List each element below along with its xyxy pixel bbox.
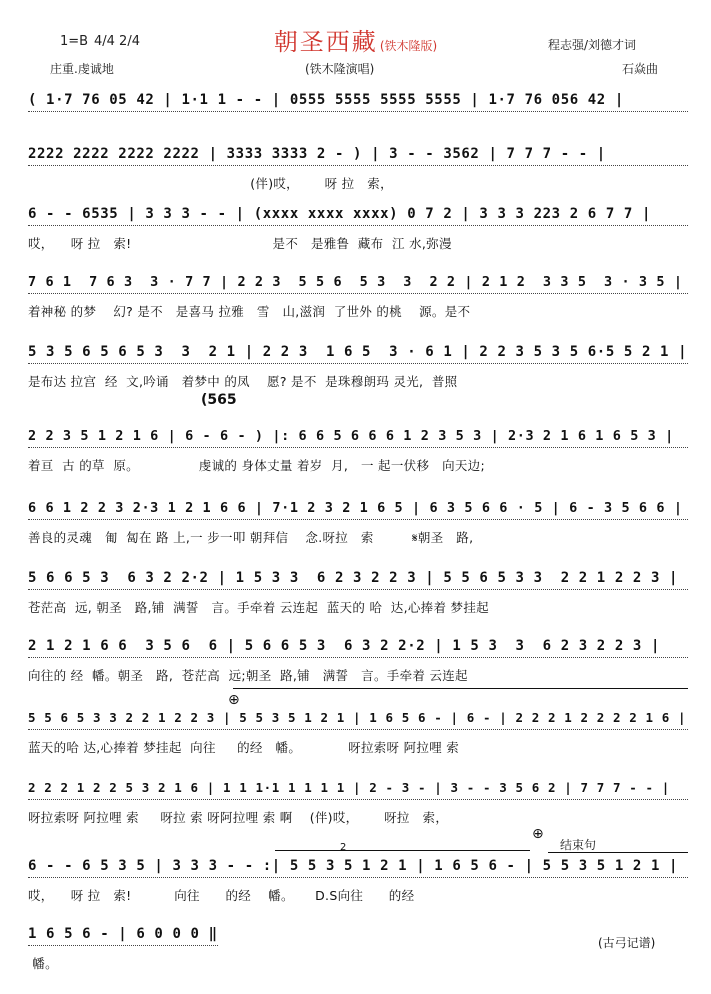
lyrics-row: 善良的灵魂 匍 匐在 路 上,一 步一叩 朝拜信 念.呀拉 索 𝄋朝圣 路, [28, 530, 474, 545]
lyrics-row: (伴)哎， 呀 拉 索， [28, 176, 393, 191]
coda-bracket [233, 688, 688, 689]
composer: 石焱曲 [622, 62, 659, 76]
beam-underline [28, 799, 688, 800]
notation-row: 1 6 5 6 - | 6 0 0 0 ‖ [28, 926, 218, 942]
notation-row: 5 3 5 6 5 6 5 3 3 2 1 | 2 2 3 1 6 5 3 · 6 1 | 2 2 3 5 3 5 6·5 5 2 1 | [28, 344, 688, 360]
repeat-number: 2 [340, 842, 347, 853]
notation-row: 6 - - 6 5 3 5 | 3 3 3 - - :| 5 5 3 5 1 2 1 | 1 6 5 6 - | 5 5 3 5 1 2 1 | [28, 858, 679, 874]
lyrics-row: 着神秘 的梦 幻? 是不 是喜马 拉雅 雪 山,滋润 了世外 的桃 源。是不 [28, 304, 471, 319]
ending-label: 结束句 [560, 838, 597, 852]
lyrics-row: 向往的 经 幡。朝圣 路, 苍茫高 远;朝圣 路,铺 满誓 言。手牵着 云连起 [28, 668, 468, 683]
beam-underline [28, 165, 688, 166]
notation-row: 6 - - 6535 | 3 3 3 - - | (xxxx xxxx xxxx) 0 7 2 | 3 3 3 223 2 6 7 7 | [28, 206, 651, 222]
lyricist: 程志强/刘德才词 [548, 38, 637, 52]
volta-bracket [275, 850, 530, 851]
bracket-565-marker: (565 [201, 392, 237, 408]
ending-bracket [548, 852, 688, 853]
notation-row: 5 5 6 5 3 3 2 2 1 2 2 3 | 5 5 3 5 1 2 1 | 1 6 5 6 - | 6 - | 2 2 2 1 2 2 2 2 1 6 | [28, 710, 687, 725]
notation-row: 2222 2222 2222 2222 | 3333 3333 2 - ) | 3 - - 3562 | 7 7 7 - - | [28, 146, 606, 162]
beam-underline [28, 945, 218, 946]
notation-row: 5 6 6 5 3 6 3 2 2·2 | 1 5 3 3 6 2 3 2 2 3 | 5 5 6 5 3 3 2 2 1 2 2 3 | [28, 570, 679, 586]
song-version: (铁木隆版) [379, 39, 438, 53]
coda-icon-end: ⊕ [532, 826, 544, 842]
beam-underline [28, 729, 688, 730]
notation-row: 6 6 1 2 2 3 2·3 1 2 1 6 6 | 7·1 2 3 2 1 6 5 | 6 3 5 6 6 · 5 | 6 - 3 5 6 6 | [28, 500, 683, 516]
lyrics-row: 幡。 [28, 956, 58, 971]
notation-row: 2 1 2 1 6 6 3 5 6 6 | 5 6 6 5 3 6 3 2 2·2 | 1 5 3 3 6 2 3 2 2 3 | [28, 638, 661, 654]
beam-underline [28, 877, 688, 878]
key-signature: 1=B [60, 34, 89, 49]
lyrics-row: 呀拉索呀 阿拉哩 索 呀拉 索 呀阿拉哩 索 啊 (伴)哎， 呀拉 索， [28, 810, 449, 825]
coda-icon: ⊕ [228, 692, 240, 708]
lyrics-row: 着亘 古 的草 原。 虔诚的 身体丈量 着岁 月, 一 起一伏移 向天边; [28, 458, 485, 473]
notation-row: ( 1·7 76 05 42 | 1·1 1 - - | 0555 5555 5555 5555 | 1·7 76 056 42 | [28, 92, 624, 108]
lyrics-row: 蓝天的哈 达,心捧着 梦挂起 向往 的经 幡。 呀拉索呀 阿拉哩 索 [28, 740, 460, 755]
beam-underline [28, 519, 688, 520]
transcriber-credit: (古弓记谱) [598, 936, 656, 950]
lyrics-row: 哎， 呀 拉 索! 是不 是雅鲁 藏布 江 水,弥漫 [28, 236, 452, 251]
beam-underline [28, 589, 688, 590]
beam-underline [28, 111, 688, 112]
notation-row: 7 6 1 7 6 3 3 · 7 7 | 2 2 3 5 5 6 5 3 3 2 2 | 2 1 2 3 3 5 3 · 3 5 | [28, 274, 683, 290]
beam-underline [28, 657, 688, 658]
lyrics-row: 是布达 拉宫 经 文,吟诵 着梦中 的凤 愿? 是不 是珠穆朗玛 灵光, 普照 [28, 374, 458, 389]
lyrics-row: 哎， 呀 拉 索! 向往 的经 幡。 D.S向往 的经 [28, 888, 415, 903]
notation-row: 2 2 2 1 2 2 5 3 2 1 6 | 1 1 1·1 1 1 1 1 | 2 - 3 - | 3 - - 3 5 6 2 | 7 7 7 - - | [28, 780, 670, 795]
notation-row: 2 2 3 5 1 2 1 6 | 6 - 6 - ) |: 6 6 5 6 6 6 1 2 3 5 3 | 2·3 2 1 6 1 6 5 3 | [28, 428, 674, 444]
beam-underline [28, 293, 688, 294]
song-title: 朝圣西藏 [273, 28, 378, 56]
beam-underline [28, 363, 688, 364]
singer: (铁木隆演唱) [305, 62, 375, 76]
expression-mark: 庄重.虔诚地 [50, 62, 114, 76]
beam-underline [28, 225, 688, 226]
time-signature: 4/4 2/4 [94, 34, 140, 49]
beam-underline [28, 447, 688, 448]
lyrics-row: 苍茫高 远, 朝圣 路,铺 满誓 言。手牵着 云连起 蓝天的 哈 达,心捧着 梦挂起 [28, 600, 489, 615]
